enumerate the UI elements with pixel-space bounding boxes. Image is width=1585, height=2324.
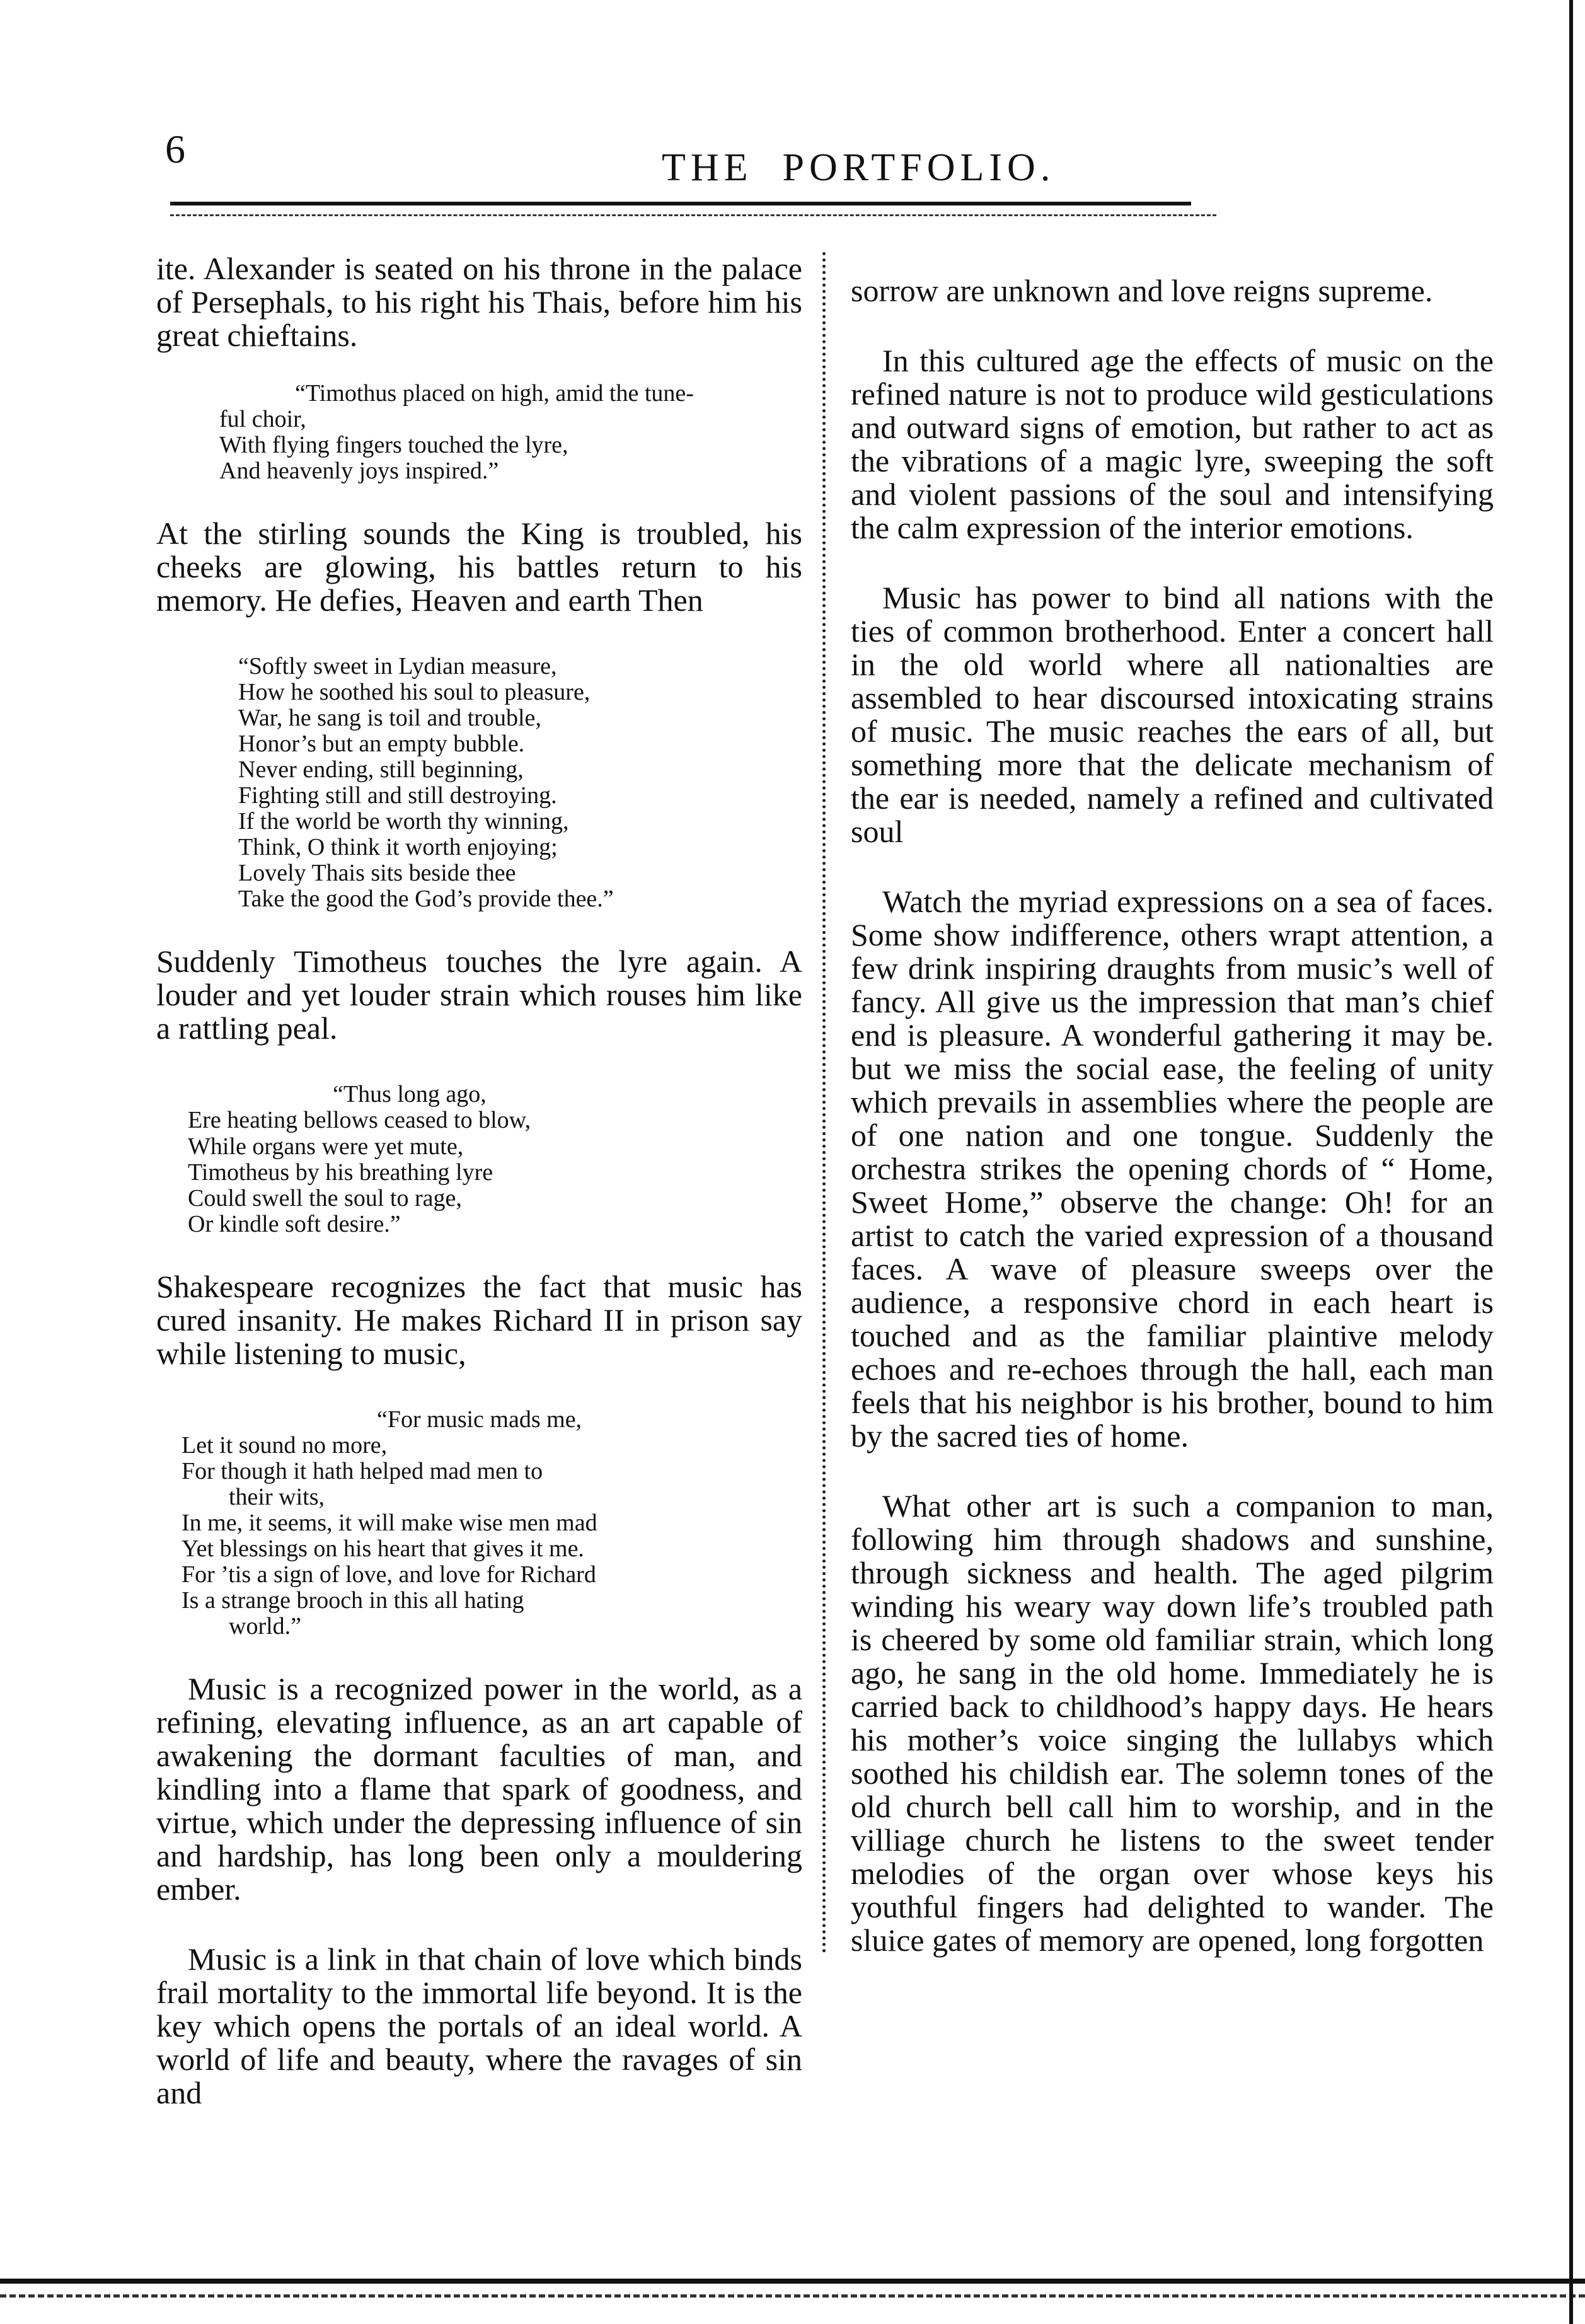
- header-rule: [170, 202, 1191, 205]
- verse-line: Lovely Thais sits beside thee: [238, 860, 516, 887]
- page-edge-shadow: [1569, 0, 1573, 2324]
- right-paragraph-1: sorrow are unknown and love reigns supreme.: [851, 273, 1433, 308]
- right-paragraph-2: In this cultured age the effects of music on the refined nature is not to produce wild gesticulations and outward signs of emotion, but rather to act as the vibrations of a magic lyre, sweeping the soft and violent passions of the soul and intensifying the calm expression of the interior emotions.: [851, 343, 1494, 545]
- verse-line: Is a strange brooch in this all hating: [182, 1587, 524, 1614]
- verse-line: “Timothus placed on high, amid the tune-: [295, 380, 694, 407]
- page-number: 6: [165, 127, 185, 171]
- verse-line: “Softly sweet in Lydian measure,: [238, 653, 557, 680]
- verse-line: their wits,: [229, 1483, 325, 1510]
- running-head-title: THE PORTFOLIO.: [662, 146, 1056, 189]
- verse-line: For though it hath helped mad men to: [182, 1457, 543, 1484]
- verse-line: Honor’s but an empty bubble.: [238, 731, 525, 758]
- verse-line: world.”: [229, 1612, 302, 1639]
- verse-lydian-measure: [238, 654, 802, 912]
- verse-line: Think, O think it worth enjoying;: [238, 834, 558, 861]
- verse-line: Take the good the God’s provide thee.”: [238, 886, 614, 913]
- verse-line: Never ending, still beginning,: [238, 756, 524, 783]
- verse-line: “Thus long ago,: [333, 1081, 487, 1108]
- left-paragraph-3: Suddenly Timotheus touches the lyre again. A louder and yet louder strain which rouses him like a rattling peal.: [156, 944, 802, 1046]
- verse-line: And heavenly joys inspired.”: [219, 458, 499, 485]
- footer-rule-dashed: [0, 2294, 1585, 2298]
- verse-line: While organs were yet mute,: [188, 1133, 464, 1160]
- verse-line: Could swell the soul to rage,: [188, 1184, 462, 1211]
- verse-line: Ere heating bellows ceased to blow,: [188, 1107, 531, 1134]
- verse-line: Or kindle soft desire.”: [188, 1210, 401, 1237]
- footer-rule: [0, 2279, 1585, 2284]
- left-paragraph-2: At the stirling sounds the King is troubled, his cheeks are glowing, his battles return to his memory. He defies, Heaven and earth Then: [156, 516, 802, 618]
- verse-line: “For music mads me,: [377, 1406, 582, 1433]
- right-paragraph-4: Watch the myriad expressions on a sea of faces. Some show indifference, others wrapt attention, a few drink inspiring draughts from music’s well of fancy. All give us the impression that man’s chief end is pleasure. A wonderful gathering it may be. but we miss the social ease, the feeling of unity which prevails in assemblies where the people are of one nation and one tongue. Suddenly the orchestra strikes the opening chords of “ Home, Sweet Home,” observe the change: Oh! for an artist to catch the varied expression of a thousand faces. A wave of pleasure sweeps over the audience, a responsive chord in each heart is touched and as the familiar plaintive melody echoes and re-echoes through the hall, each man feels that his neighbor is his brother, bound to him by the sacred ties of home.: [851, 884, 1494, 1454]
- left-paragraph-5: Music is a recognized power in the world, as a refining, elevating influence, as an art capable of awakening the dormant faculties of man, and kindling into a flame that spark of goodness, and virtue, which under the depressing influence of sin and hardship, has long been only a mouldering ember.: [156, 1670, 802, 1907]
- verse-line: In me, it seems, it will make wise men mad: [182, 1509, 597, 1536]
- verse-line: Timotheus by his breathing lyre: [188, 1159, 493, 1186]
- verse-richard-ii: [182, 1407, 802, 1639]
- left-paragraph-4: Shakespeare recognizes the fact that music has cured insanity. He makes Richard II in prison say while listening to music,: [156, 1268, 802, 1371]
- column-divider: [822, 252, 826, 1954]
- left-paragraph-6: Music is a link in that chain of love which binds frail mortality to the immortal life beyond. It is the key which opens the portals of an ideal world. A world of life and beauty, where the ravages of sin and: [156, 1941, 802, 2110]
- left-column: [156, 252, 802, 2146]
- verse-timothus: [219, 381, 802, 484]
- verse-line: If the world be worth thy winning,: [238, 808, 569, 835]
- verse-line: ful choir,: [219, 406, 306, 433]
- right-paragraph-5: What other art is such a companion to man, following him through shadows and sunshine, through sickness and health. The aged pilgrim winding his weary way down life’s troubled path is cheered by some old familiar strain, which long ago, he sang in the old home. Immediately he is carried back to childhood’s happy days. He hears his mother’s voice singing the lullabys which soothed his childish ear. The solemn tones of the old church bell call him to worship, and in the villiage church he listens to the sweet tender melodies of the organ over whose keys his youthful fingers had delighted to wander. The sluice gates of memory are opened, long forgotten: [851, 1488, 1494, 1958]
- verse-line: How he soothed his soul to pleasure,: [238, 679, 591, 706]
- header-rule-dashed: [170, 214, 1216, 216]
- verse-line: War, he sang is toil and trouble,: [238, 705, 541, 732]
- right-paragraph-3: Music has power to bind all nations with the ties of common brotherhood. Enter a concert hall in the old world where all nationalties are assembled to hear discoursed intoxicating strains of music. The music reaches the ears of all, but something more that the delicate mechanism of the ear is needed, namely a refined and cultivated soul: [851, 580, 1494, 849]
- verse-line: Let it sound no more,: [182, 1431, 388, 1459]
- left-paragraph-1: ite. Alexander is seated on his throne in the palace of Persephals, to his right his Thais, before him his great chieftains.: [156, 251, 802, 353]
- verse-line: Yet blessings on his heart that gives it me.: [182, 1535, 584, 1562]
- verse-line: Fighting still and still destroying.: [238, 782, 557, 809]
- right-column: [851, 274, 1494, 1994]
- verse-thus-long-ago: [188, 1082, 802, 1237]
- verse-line: For ’tis a sign of love, and love for Richard: [182, 1561, 596, 1588]
- verse-line: With flying fingers touched the lyre,: [219, 432, 568, 459]
